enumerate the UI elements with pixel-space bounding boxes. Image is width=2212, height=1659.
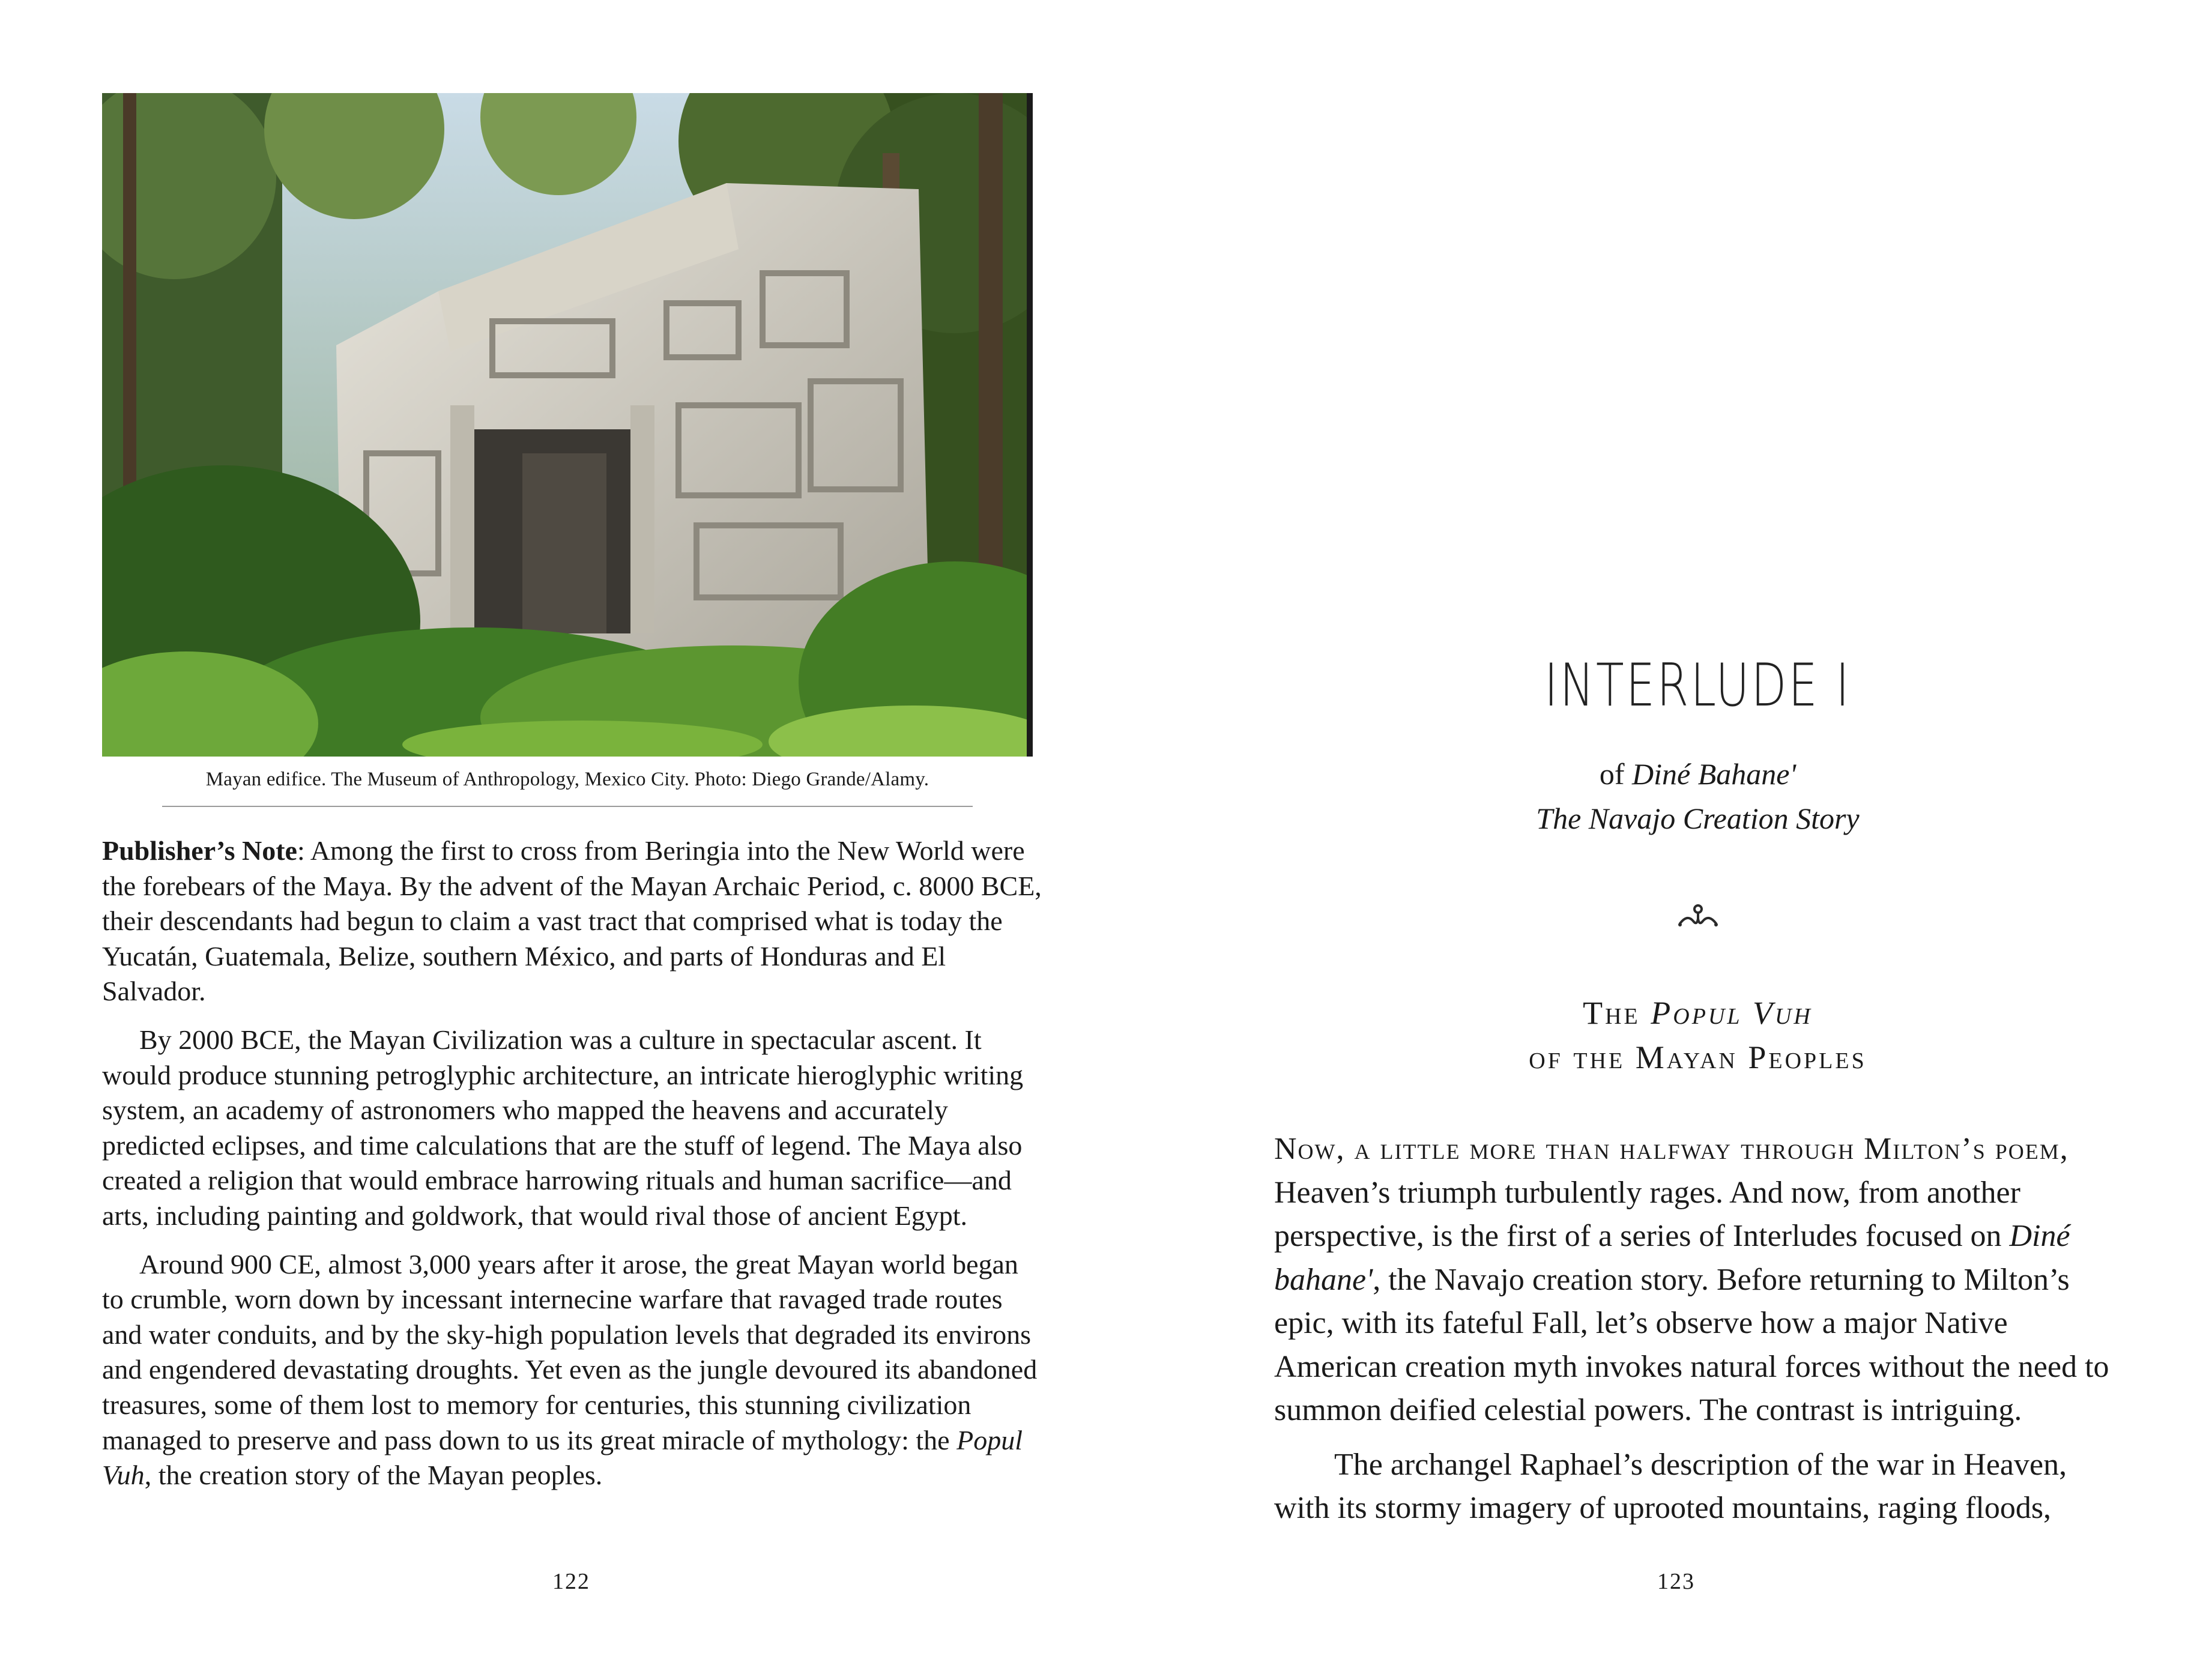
section-the: The: [1583, 995, 1651, 1031]
subtitle-of: of: [1599, 757, 1633, 791]
publishers-note-text: : Among the first to cross from Beringia into the New World were the forebears of the Maya. By the advent of the Mayan Archaic Period, c. 8000 BCE, their descendants had begun to claim a vast tract that comprised what is today the Yucatán, Guatemala, Belize, southern México, and parts of Honduras and El Salvador.: [102, 835, 1042, 1007]
section-heading-line-1: [1345, 991, 2050, 1035]
popul-vuh-italic: Popul Vuh: [102, 1424, 1023, 1491]
fleuron-ornament-icon: [1675, 901, 1721, 931]
navajo-creation-story-italic: The Navajo Creation Story: [1536, 802, 1860, 835]
publishers-note-label: Publisher’s Note: [102, 835, 297, 866]
section-heading-line-2: of the Mayan Peoples: [1529, 1039, 1867, 1075]
paragraph-3-text-b: , the creation story of the Mayan peoples.: [144, 1460, 603, 1491]
interlude-subtitle: [1345, 752, 2050, 841]
subtitle-line-2: [1345, 796, 2050, 841]
right-paragraph-1-text-a: Heaven’s triumph turbulently rages. And now, from another perspective, is the first of a series of Interludes focused on: [1274, 1175, 2020, 1253]
opening-smallcaps: Now, a little more than halfway through Milton’s poem,: [1274, 1132, 2069, 1166]
page-number-right: 123: [1657, 1569, 1695, 1594]
right-paragraph-2: The archangel Raphael’s description of the war in Heaven, with its stormy imagery of uprooted mountains, raging floods,: [1274, 1447, 2067, 1525]
right-paragraph-1: [1274, 1128, 2127, 1433]
mayan-edifice-photo: [102, 93, 1033, 757]
publishers-note-paragraph: [102, 833, 1045, 1009]
subtitle-line-1: [1345, 752, 2050, 796]
caption-divider: [162, 806, 973, 807]
dine-bahane-italic: Diné Bahane': [1632, 757, 1796, 791]
section-heading: [1345, 991, 2050, 1080]
dine-bahane-inline-italic: Diné bahane': [1274, 1219, 2070, 1297]
section-popul-vuh-italic: Popul Vuh: [1651, 995, 1813, 1031]
body-paragraph-2: By 2000 BCE, the Mayan Civilization was a culture in spectacular ascent. It would produce stunning petroglyphic architecture, an intricate hieroglyphic writing system, an academy of astronomers who mapped the heavens and accurately predicted eclipses, and time calculations that are the stuff of legend. The Maya also created a religion that would embrace harrowing rituals and human sacrifice—and arts, including painting and goldwork, that would rival those of ancient Egypt.: [102, 1024, 1024, 1231]
left-body-text: [102, 833, 1045, 1506]
right-body-text: [1274, 1128, 2127, 1541]
body-paragraph-3: [102, 1247, 1045, 1493]
photo-caption: Mayan edifice. The Museum of Anthropology, Mexico City. Photo: Diego Grande/Alamy.: [205, 769, 929, 790]
paragraph-3-text-a: Around 900 CE, almost 3,000 years after it arose, the great Mayan world began to crumble, worn down by incessant internecine warfare that ravaged trade routes and water conduits, and by the sky-high population levels that degraded its environs and engendered devastating droughts. Yet even as the jungle devoured its abandoned treasures, some of them lost to memory for centuries, this stunning civilization managed to preserve and pass down to us its great miracle of mythology: the: [102, 1248, 1038, 1455]
page-number-left: 122: [552, 1569, 590, 1594]
interlude-title: INTERLUDE I: [1544, 651, 1851, 720]
photo-illustration: [102, 93, 1033, 757]
right-paragraph-1-text-b: , the Navajo creation story. Before returning to Milton’s epic, with its fateful Fall, let’s observe how a major Native American creation myth invokes natural forces without the need to summon deified celestial powers. The contrast is intriguing.: [1274, 1262, 2109, 1427]
photo-edge: [1027, 93, 1033, 757]
